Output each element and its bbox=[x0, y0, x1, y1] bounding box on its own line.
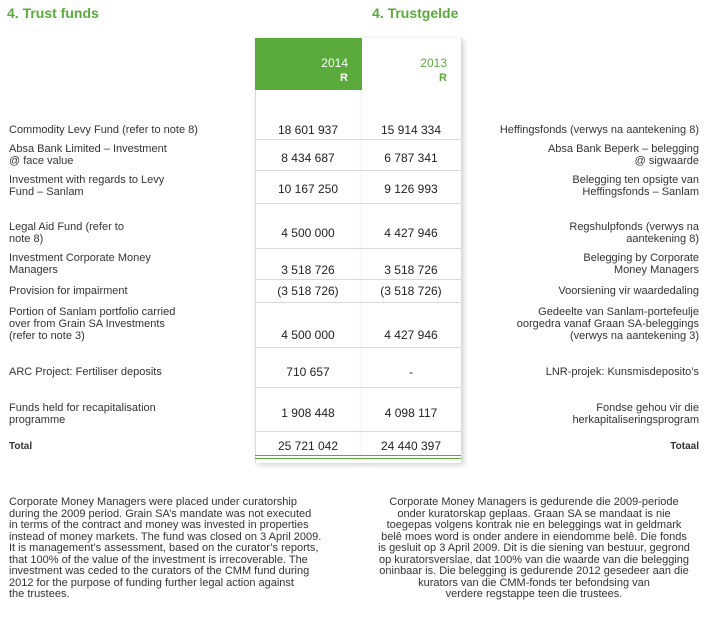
row-value-2013: 4 098 117 bbox=[384, 406, 438, 420]
row-divider bbox=[255, 248, 461, 249]
row-divider bbox=[255, 139, 461, 140]
column-year: 2014 bbox=[321, 56, 348, 70]
row-divider bbox=[255, 170, 461, 171]
heading-english: 4. Trust funds bbox=[7, 5, 99, 21]
row-label-afrikaans: LNR-projek: Kunsmisdeposito’s bbox=[545, 366, 699, 378]
row-label-afrikaans: Heffingsfonds (verwys na aantekening 8) bbox=[499, 124, 699, 136]
column-header-2014 bbox=[255, 38, 362, 90]
row-label-afrikaans: Absa Bank Beperk – belegging @ sigwaarde bbox=[547, 143, 699, 167]
column-unit: R bbox=[340, 72, 348, 84]
row-value-2014: 4 500 000 bbox=[281, 328, 335, 342]
row-label-afrikaans: Regshulpfonds (verwys na aantekening 8) bbox=[569, 221, 699, 245]
row-divider bbox=[255, 203, 461, 204]
total-value-2013: 24 440 397 bbox=[380, 439, 442, 453]
column-2014-panel bbox=[255, 38, 363, 463]
column-year: 2013 bbox=[420, 56, 447, 70]
total-underline-top bbox=[255, 455, 461, 456]
row-label-english: Portion of Sanlam portfolio carried over from Grain SA Investments (refer to note 3) bbox=[9, 306, 176, 342]
row-label-afrikaans: Voorsiening vir waardedaling bbox=[558, 285, 699, 297]
total-label-afrikaans: Totaal bbox=[670, 441, 699, 452]
row-label-english: Commodity Levy Fund (refer to note 8) bbox=[9, 124, 198, 136]
row-divider bbox=[255, 302, 461, 303]
row-value-2013: 3 518 726 bbox=[384, 263, 438, 277]
row-value-2013: (3 518 726) bbox=[380, 284, 442, 298]
row-divider bbox=[255, 387, 461, 388]
row-label-afrikaans: Fondse gehou vir die herkapitaliseringsprogram bbox=[572, 402, 699, 426]
row-divider bbox=[255, 347, 461, 348]
column-header-2013 bbox=[362, 38, 461, 90]
row-value-2013: 15 914 334 bbox=[380, 123, 442, 137]
row-label-afrikaans: Gedeelte van Sanlam-portefeulje oorgedra vanaf Graan SA-beleggings (verwys na aantekening 3) bbox=[516, 306, 699, 342]
row-value-2014: 4 500 000 bbox=[281, 226, 335, 240]
row-value-2013: 6 787 341 bbox=[384, 151, 438, 165]
row-label-afrikaans: Belegging by Corporate Money Managers bbox=[583, 252, 699, 276]
row-value-2013: 4 427 946 bbox=[384, 226, 438, 240]
note-paragraph-afrikaans: Corporate Money Managers is gedurende die 2009-periode onder kuratorskap geplaas. Graan SA se mandaat is nie toegepas volgens kontrak nie en beleggings wat in geldmark belê moes word is onder andere in eiendomme belê. Die fonds is gesluit op 3 April 2009. Dit is die siening van bestuur, gegrond op kuratorsverslae, dat 100% van die waarde van die belegging oninbaar is. Die belegging is gedurende 2012 gesedeer aan die kurators van die CMM-fonds ter befondsing van verdere regstappe teen die trustees. bbox=[378, 496, 690, 600]
row-label-english: Legal Aid Fund (refer to note 8) bbox=[9, 221, 124, 245]
row-value-2014: (3 518 726) bbox=[277, 284, 339, 298]
row-value-2014: 18 601 937 bbox=[277, 123, 339, 137]
total-label-english: Total bbox=[9, 441, 33, 452]
row-label-english: Provision for impairment bbox=[9, 285, 128, 297]
row-value-2014: 1 908 448 bbox=[281, 406, 335, 420]
row-value-2013: 9 126 993 bbox=[384, 182, 438, 196]
row-value-2013: - bbox=[409, 365, 413, 379]
row-label-english: Funds held for recapitalisation programme bbox=[9, 402, 156, 426]
note-paragraph-english: Corporate Money Managers were placed under curatorship during the 2009 period. Grain SA’s mandate was not executed in terms of the contract and money was invested in properties instead of money markets. The fund was closed on 3 April 2009. It is management’s assessment, based on the curator’s reports, that 100% of the value of the investment is irrecoverable. The investment was ceded to the curators of the CMM fund during 2012 for the purpose of funding further legal action against the trustees. bbox=[9, 496, 322, 600]
row-value-2014: 10 167 250 bbox=[277, 182, 339, 196]
column-unit: R bbox=[439, 72, 447, 84]
row-value-2014: 8 434 687 bbox=[281, 151, 335, 165]
row-label-english: Investment with regards to Levy Fund – Sanlam bbox=[9, 174, 165, 198]
row-value-2013: 4 427 946 bbox=[384, 328, 438, 342]
heading-afrikaans: 4. Trustgelde bbox=[372, 5, 459, 21]
row-divider bbox=[255, 279, 461, 280]
row-value-2014: 3 518 726 bbox=[281, 263, 335, 277]
total-value-2014: 25 721 042 bbox=[277, 439, 339, 453]
row-label-english: ARC Project: Fertiliser deposits bbox=[9, 366, 162, 378]
row-label-english: Investment Corporate Money Managers bbox=[9, 252, 151, 276]
row-label-english: Absa Bank Limited – Investment @ face value bbox=[9, 143, 167, 167]
total-underline-bottom bbox=[255, 458, 461, 459]
row-label-afrikaans: Belegging ten opsigte van Heffingsfonds – Sanlam bbox=[572, 174, 699, 198]
row-divider bbox=[255, 431, 461, 432]
row-value-2014: 710 657 bbox=[286, 365, 330, 379]
column-2013-panel bbox=[362, 38, 462, 463]
